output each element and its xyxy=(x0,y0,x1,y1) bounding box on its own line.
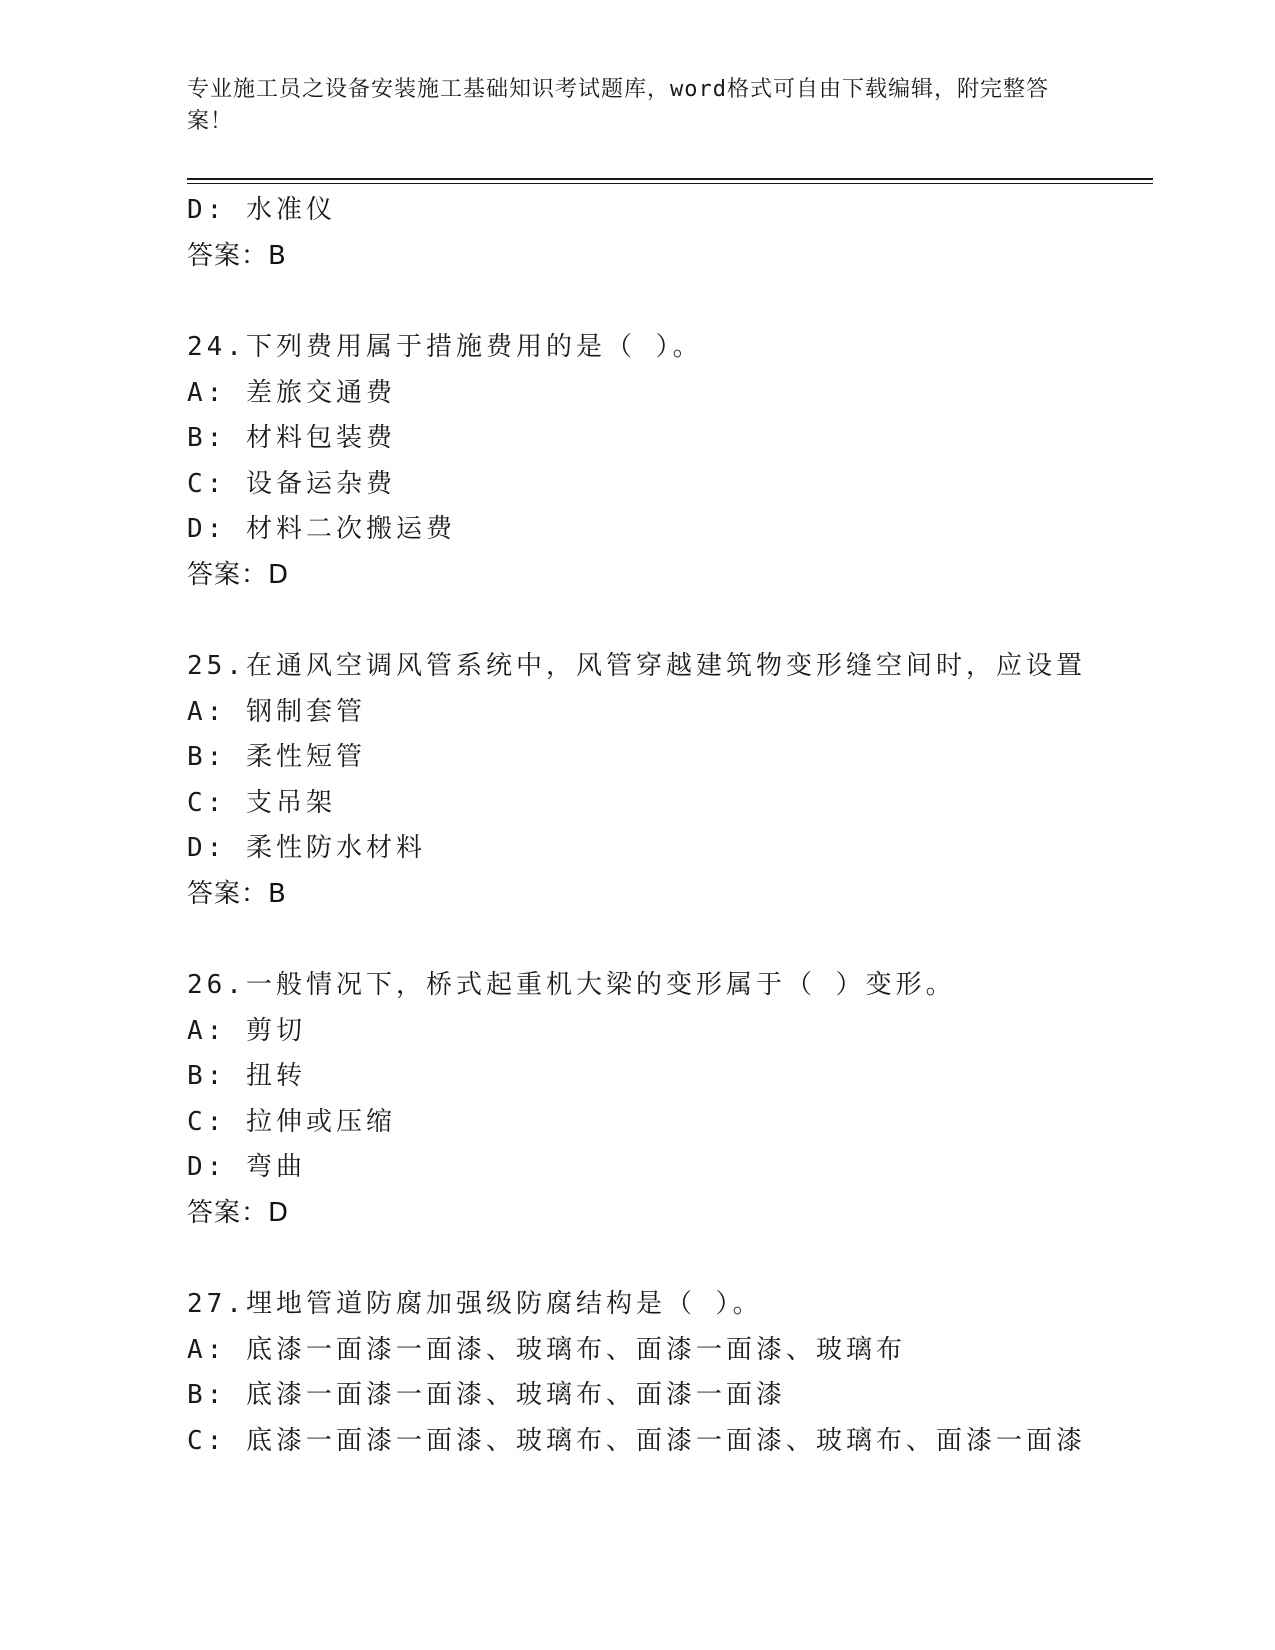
question-24-option-c: C: 设备运杂费 xyxy=(187,468,396,499)
question-23-option-d: D: 水准仪 xyxy=(187,195,336,225)
question-23-answer: 答案：B xyxy=(187,240,287,271)
question-24-stem: 24.下列费用属于措施费用的是（ ）。 xyxy=(187,332,703,362)
question-26-answer: 答案：D xyxy=(187,1197,290,1228)
question-list xyxy=(187,188,1127,1464)
question-27-option-c: C: 底漆一面漆一面漆、玻璃布、面漆一面漆、玻璃布、面漆一面漆 xyxy=(187,1425,1086,1456)
question-26-option-c: C: 拉伸或压缩 xyxy=(187,1106,396,1137)
question-26-option-a: A: 剪切 xyxy=(187,1015,306,1046)
question-27-option-b: B: 底漆一面漆一面漆、玻璃布、面漆一面漆 xyxy=(187,1380,786,1410)
question-25-option-a: A: 钢制套管 xyxy=(187,696,366,727)
question-25-stem: 25.在通风空调风管系统中，风管穿越建筑物变形缝空间时，应设置 xyxy=(187,651,1086,681)
question-26-option-d: D: 弯曲 xyxy=(187,1152,306,1182)
header-divider-thick xyxy=(187,178,1153,180)
question-25-option-c: C: 支吊架 xyxy=(187,787,336,818)
spacer xyxy=(187,1236,1127,1282)
spacer xyxy=(187,917,1127,963)
question-25-option-d: D: 柔性防水材料 xyxy=(187,833,426,863)
question-27-stem: 27.埋地管道防腐加强级防腐结构是（ ）。 xyxy=(187,1289,763,1319)
question-25-option-b: B: 柔性短管 xyxy=(187,742,366,772)
header-divider-thin xyxy=(187,183,1153,184)
question-24-answer: 答案：D xyxy=(187,559,290,590)
spacer xyxy=(187,279,1127,325)
question-27-option-a: A: 底漆一面漆一面漆、玻璃布、面漆一面漆、玻璃布 xyxy=(187,1334,906,1365)
document-header-title: 专业施工员之设备安装施工基础知识考试题库，word格式可自由下载编辑，附完整答案！ xyxy=(187,77,1049,134)
spacer xyxy=(187,598,1127,644)
question-25-answer: 答案：B xyxy=(187,878,287,909)
question-26-stem: 26.一般情况下，桥式起重机大梁的变形属于（ ）变形。 xyxy=(187,970,956,1000)
question-24-option-b: B: 材料包装费 xyxy=(187,423,396,453)
question-24-option-a: A: 差旅交通费 xyxy=(187,377,396,408)
question-26-option-b: B: 扭转 xyxy=(187,1061,306,1091)
question-24-option-d: D: 材料二次搬运费 xyxy=(187,514,456,544)
